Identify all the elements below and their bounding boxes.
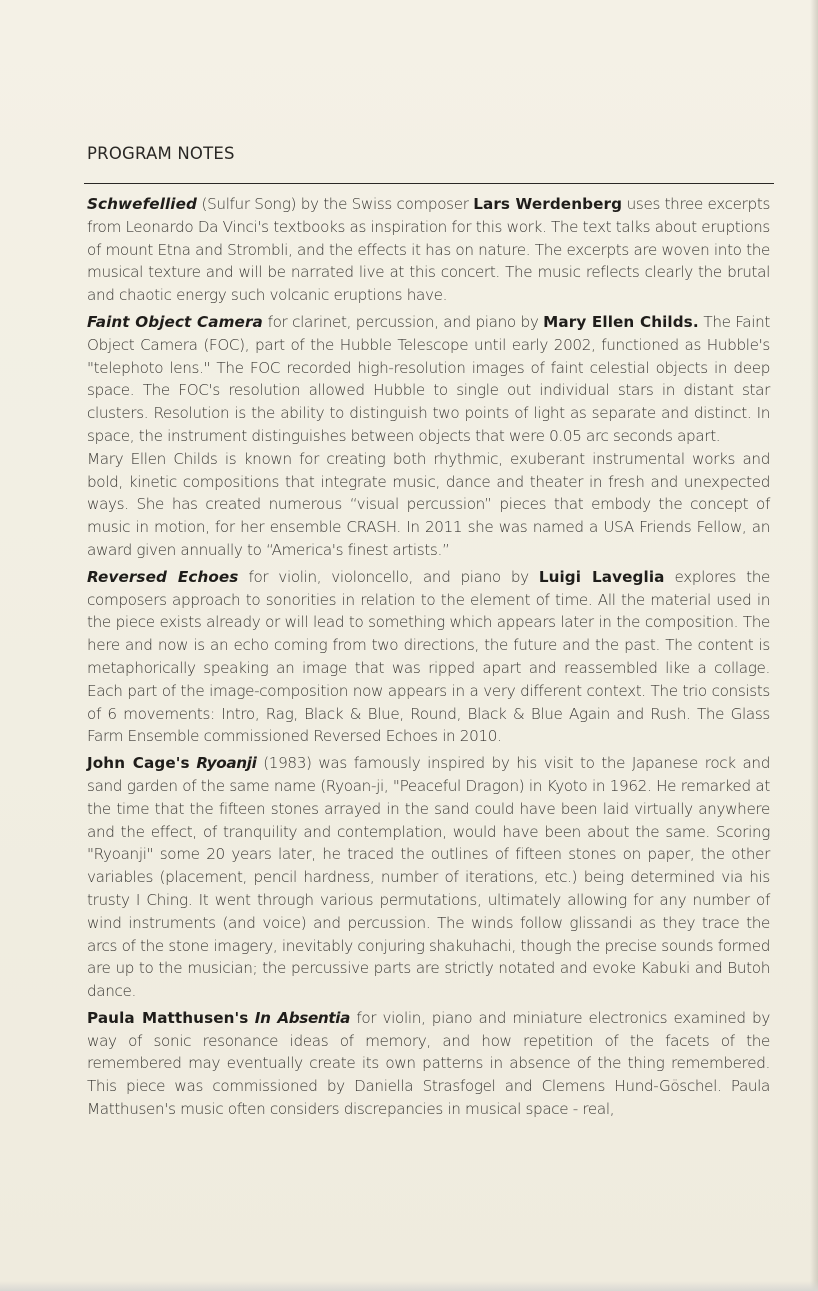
paragraph-reversed-echoes	[87, 566, 770, 748]
paragraph-text: Mary Ellen Childs is known for creating both rhythmic, exuberant instrumental works and bold, kinetic compositions that integrate music, dance and theater in fresh and unexpected ways. She has created numerous “visual percussion” pieces that embody the concept of music in motion, for her ensemble CRASH. In 2011 she was named a USA Friends Fellow, an award given annually to “America's finest artists.”	[87, 449, 770, 559]
page-heading: PROGRAM NOTES	[87, 144, 235, 163]
paragraph-text: for violin, piano and miniature electronics examined by way of sonic resonance ideas of memory, and how repetition of the facets of the remembered may eventually create its own patterns in absence of the thing remembered. This piece was commissioned by Daniella Strasfogel and Clemens Hund-Göschel. Paula Matthusen's music often considers discrepancies in musical space - real,	[87, 1008, 770, 1119]
paragraph-text: uses three excerpts from Leonardo Da Vinci's textbooks as inspiration for this work. The text talks about eruptions of mount Etna and Strombli, and the effects it has on nature. The excerpts are woven into the musical texture and will be narrated live at this concert. The music reflects clearly the brutal and chaotic energy such volcanic eruptions have.	[87, 195, 771, 305]
paragraph-schwefellied	[87, 193, 770, 307]
composer-name: Luigi Laveglia	[538, 567, 665, 586]
paragraph-text: (Sulfur Song) by the Swiss composer	[196, 195, 474, 213]
paragraph-text: The Faint Object Camera (FOC), part of the Hubble Telescope until early 2002, functioned as Hubble's "telephoto lens." The FOC recorded high-resolution images of faint celestial objects in deep space. The FOC's resolution allowed Hubble to single out individual stars in distant star clusters. Resolution is the ability to distinguish two points of light as separate and distinct. In space, the instrument distinguishes between objects that were 0.05 arc seconds apart.	[87, 312, 770, 445]
paragraph-faint-object-camera	[87, 311, 770, 448]
page-edge-shadow	[810, 0, 818, 1291]
heading-divider	[84, 183, 774, 184]
paragraph-text: explores the composers approach to sonorities in relation to the element of time. All the material used in the piece exists already or will lead to something which appears later in the composition. The here and now is an echo coming from two directions, the future and the past. The content is metaphorically speaking an image that was ripped apart and reassembled like a collage. Each part of the image-composition now appears in a very different context. The trio consists of 6 movements: Intro, Rag, Black & Blue, Round, Black & Blue Again and Rush. The Glass Farm Ensemble commissioned Reversed Echoes in 2010.	[87, 567, 770, 746]
paragraph-text: (1983) was famously inspired by his visit to the Japanese rock and sand garden of the same name (Ryoan-ji, "Peaceful Dragon) in Kyoto in 1962. He remarked at the time that the fifteen stones arrayed in the sand could have been laid virtually anywhere and the effect, of tranquility and contemplation, would have been about the same. Scoring "Ryoanji" some 20 years later, he traced the outlines of fifteen stones on paper, the other variables (placement, pencil hardness, number of iterations, etc.) being determined via his trusty I Ching. It went through various permutations, ultimately allowing for any number of wind instruments (and voice) and percussion. The winds follow glissandi as they trace the arcs of the stone imagery, inevitably conjuring shakuhachi, though the precise sounds formed are up to the musician; the percussive parts are strictly notated and evoke Kabuki and Butoh dance.	[87, 754, 770, 1001]
work-title: Faint Object Camera	[87, 312, 263, 331]
work-title: In Absentia	[254, 1008, 351, 1027]
paragraph-text: for violin, violoncello, and piano by	[238, 567, 539, 586]
composer-name: Mary Ellen Childs.	[543, 312, 699, 331]
page-bottom-shadow	[0, 1281, 818, 1291]
composer-name: Lars Werdenberg	[473, 195, 623, 213]
composer-name: John Cage's	[87, 754, 190, 773]
program-notes-body	[87, 193, 770, 1121]
paragraph-ryoanji	[87, 752, 770, 1003]
paragraph-in-absentia	[87, 1007, 770, 1121]
work-title: Ryoanji	[196, 754, 257, 773]
work-title: Reversed Echoes	[87, 567, 239, 586]
composer-name: Paula Matthusen's	[87, 1008, 249, 1027]
paragraph-childs-bio	[87, 448, 770, 562]
paragraph-text: for clarinet, percussion, and piano by	[262, 312, 544, 331]
work-title: Schwefellied	[87, 195, 197, 213]
